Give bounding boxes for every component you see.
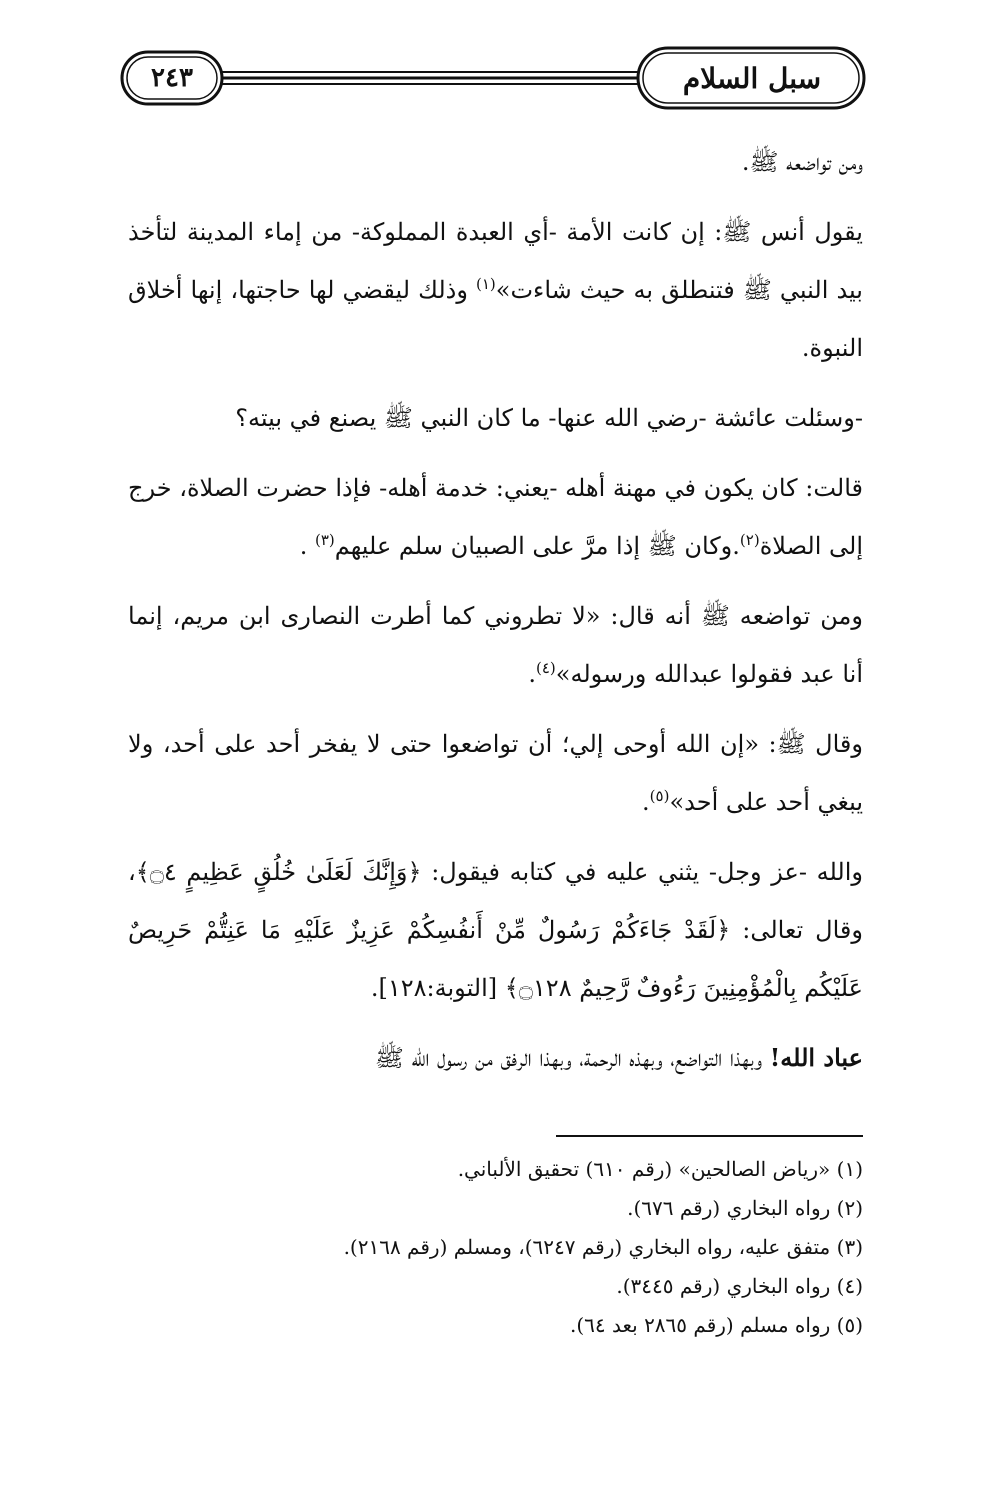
paragraph-text: وبهذا التواضع، وبهذه الرحمة، وبهذا الرفق من رسول الله ﷺ xyxy=(374,1044,770,1072)
paragraph xyxy=(128,715,863,831)
footnote-ref: (١) xyxy=(475,275,496,293)
paragraph-text: يقول أنس ﷺ: إن كانت الأمة -أي العبدة المملوكة- من إماء المدينة لتأخذ بيد النبي ﷺ فتنطلق به حيث شاءت» xyxy=(128,218,863,304)
paragraph-label: عباد الله! xyxy=(769,1043,863,1072)
paragraph-text: وقال ﷺ: «إن الله أوحى إلي؛ أن تواضعوا حتى لا يفخر أحد على أحد، ولا يبغي أحد على أحد» xyxy=(128,730,863,816)
paragraph-text: . xyxy=(299,532,315,560)
page-number: ٢٤٣ xyxy=(151,63,193,93)
footnote: (١) «رياض الصالحين» (رقم ٦١٠) تحقيق الألباني. xyxy=(457,1157,863,1181)
footnote-ref: (٢) xyxy=(739,531,760,549)
paragraph-text: -وسئلت عائشة -رضي الله عنها- ما كان النبي ﷺ يصنع في بيته؟ xyxy=(235,404,863,432)
paragraph xyxy=(128,587,863,703)
paragraph-text: وذلك ليقضي لها حاجتها، إنها أخلاق النبوة. xyxy=(128,276,863,362)
paragraph xyxy=(128,389,863,447)
book-title: سبل السلام xyxy=(682,61,822,95)
footnotes xyxy=(128,1150,863,1345)
footnote: (٣) متفق عليه، رواه البخاري (رقم ٦٢٤٧)، ومسلم (رقم ٢١٦٨). xyxy=(343,1235,863,1259)
paragraph-text: والله -عز وجل- يثني عليه في كتابه فيقول: ﴿وَإِنَّكَ لَعَلَىٰ خُلُقٍ عَظِيمٍ ۝٤﴾، وقال تعالى: ﴿لَقَدْ جَاءَكُمْ رَسُولٌ مِّنْ أَنفُسِكُمْ عَزِيزٌ عَلَيْهِ مَا عَنِتُّمْ حَرِيصٌ عَلَيْكُم بِالْمُؤْمِنِينَ رَءُوفٌ رَّحِيمٌ ۝١٢٨﴾ [التوبة:١٢٨]. xyxy=(128,858,863,1002)
footnote-divider xyxy=(556,1135,863,1137)
paragraph xyxy=(128,203,863,377)
paragraph-text: ومن تواضعه ﷺ أنه قال: «لا تطروني كما أطرت النصارى ابن مريم، إنما أنا عبد فقولوا عبدالله ورسوله» xyxy=(128,602,863,688)
paragraph xyxy=(128,1029,863,1087)
paragraph xyxy=(128,133,863,191)
paragraph xyxy=(128,843,863,1017)
footnote: (٢) رواه البخاري (رقم ٦٧٦). xyxy=(627,1196,863,1220)
paragraph-text: قالت: كان يكون في مهنة أهله -يعني: خدمة أهله- فإذا حضرت الصلاة، خرج إلى الصلاة xyxy=(128,474,863,560)
footnote: (٤) رواه البخاري (رقم ٣٤٤٥). xyxy=(616,1274,863,1298)
paragraph-text: . xyxy=(642,788,650,816)
paragraph-text: . xyxy=(528,660,536,688)
paragraph xyxy=(128,459,863,575)
footnote-ref: (٥) xyxy=(649,787,670,805)
paragraph-text: .وكان ﷺ إذا مرَّ على الصبيان سلم عليهم xyxy=(334,532,740,560)
footnote: (٥) رواه مسلم (رقم ٢٨٦٥ بعد ٦٤). xyxy=(569,1313,863,1337)
footnote-ref: (٣) xyxy=(314,531,335,549)
page-header xyxy=(118,44,866,114)
body-text xyxy=(128,133,863,1091)
footnote-ref: (٤) xyxy=(535,659,556,677)
paragraph-text: ومن تواضعه ﷺ. xyxy=(741,148,863,176)
